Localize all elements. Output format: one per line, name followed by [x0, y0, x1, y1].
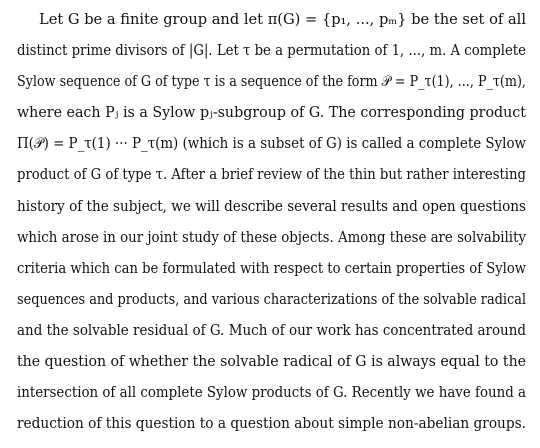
abstract-line: where each Pⱼ is a Sylow pⱼ-subgroup of G. The corresponding product	[17, 104, 526, 122]
abstract-line: sequences and products, and various characterizations of the solvable radical	[17, 290, 526, 308]
abstract-line: Sylow sequence of G of type τ is a sequence of the form 𝒫 = P_τ(1), ..., P_τ(m),	[17, 73, 526, 91]
abstract-line: Π(𝒫) = P_τ(1) ··· P_τ(m) (which is a subset of G) is called a complete Sylow	[17, 135, 526, 153]
abstract-line: and the solvable residual of G. Much of our work has concentrated around	[17, 321, 527, 339]
abstract-line: which arose in our joint study of these objects. Among these are solvability	[17, 228, 526, 246]
abstract-line: criteria which can be formulated with respect to certain properties of Sylow	[17, 259, 527, 277]
abstract-line: history of the subject, we will describe several results and open questions	[17, 197, 526, 215]
abstract-line: distinct prime divisors of |G|. Let τ be a permutation of 1, ..., m. A complete	[17, 42, 526, 60]
abstract-line: Let G be a finite group and let π(G) = {p₁, ..., pₘ} be the set of all	[39, 11, 526, 28]
abstract-paragraph	[17, 4, 526, 439]
abstract-line: the question of whether the solvable radical of G is always equal to the	[17, 353, 526, 371]
abstract-line: product of G of type τ. After a brief review of the thin but rather interesting	[17, 166, 526, 184]
abstract-line: intersection of all complete Sylow products of G. Recently we have found a	[17, 384, 526, 402]
abstract-line: reduction of this question to a question about simple non-abelian groups.	[17, 415, 527, 433]
